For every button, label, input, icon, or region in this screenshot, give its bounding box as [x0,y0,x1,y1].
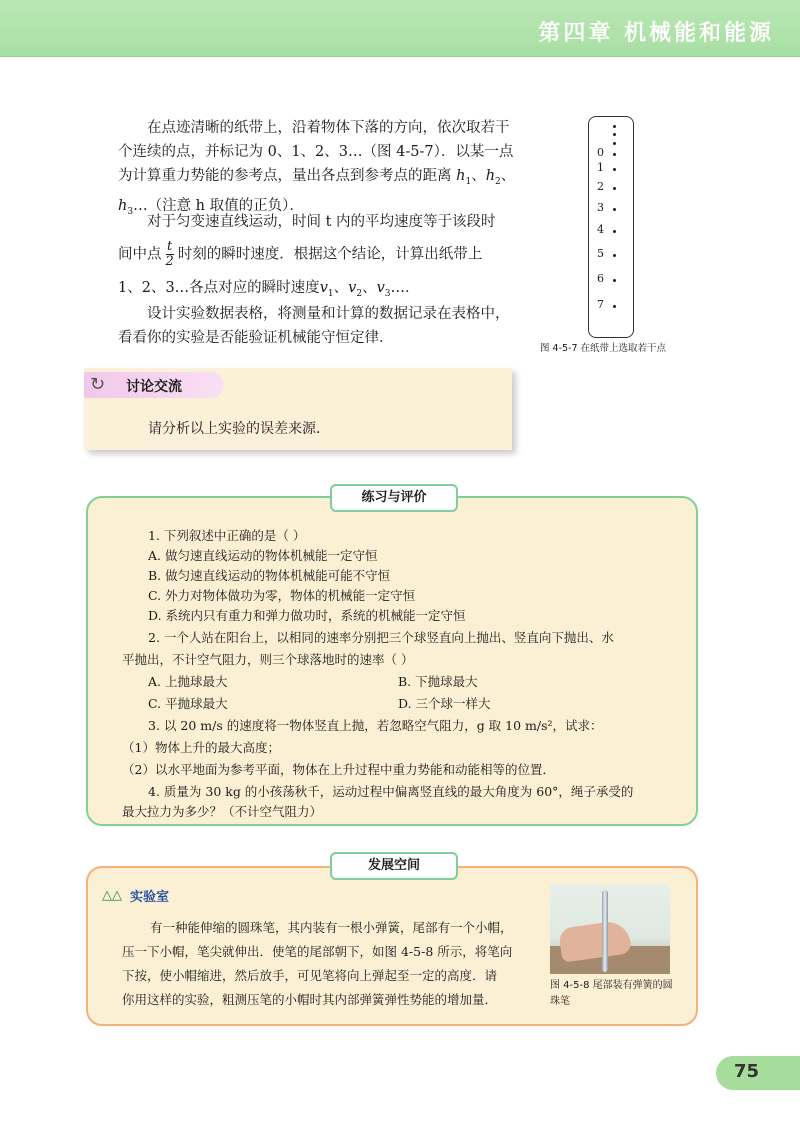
paragraph-text: …． [390,280,420,296]
answer-option: B. 下抛球最大 [398,674,478,689]
tape-label: 3 [597,201,604,214]
paragraph-instant-velocity: 1、2、3…各点对应的瞬时速度$v_1$、$v_2$、$v_3\dots$． [118,280,420,299]
answer-option: C. 平抛球最大 [148,696,228,711]
tape-dot [613,142,616,145]
subscript: 1 [327,288,334,299]
tape-dot [613,208,616,211]
paragraph-text: 设计实验数据表格，将测量和计算的数据记录在表格中，看看你的实验是否能验证机械能守恒定律． [118,306,510,346]
exercise-line: 2. 一个人站在阳台上，以相同的速率分别把三个球竖直向上抛出、竖直向下抛出、水 [148,630,614,645]
pen-photo [550,884,670,974]
paragraph-design-table [118,302,518,350]
fraction-numerator: t [167,239,173,254]
tape-label: 0 [597,146,604,159]
tape-label: 5 [597,247,604,260]
subscript: 3 [384,288,391,299]
answer-option: A. 上抛球最大 [148,674,228,689]
photo-caption: 图 4-5-8 尾部装有弹簧的圆珠笔 [550,980,673,1007]
exercise-line: （2）以水平地面为参考平面，物体在上升过程中重力势能和动能相等的位置． [122,762,555,777]
subscript: 3 [127,206,134,217]
ballpoint-pen [602,890,608,972]
paragraph-text: …（注意 h 取值的正负）． [133,197,304,214]
exercise-title: 练习与评价 [330,484,458,512]
paragraph-average-velocity [118,210,518,234]
page-number: 75 [734,1061,760,1082]
subscript: 2 [495,176,501,187]
paragraph-text: 时刻的瞬时速度．根据这个结论，计算出纸带上 [177,246,483,263]
exercise-line: 3. 以 20 m/s 的速度将一物体竖直上抛，若忽略空气阻力，g 取 10 m/s²，试求： [148,718,603,733]
v-symbol: v [376,280,385,296]
paragraph-text: 间中点 [118,246,162,263]
tape-dot [613,279,616,282]
tape-dot [613,230,616,233]
exercise-line: 4. 质量为 30 kg 的小孩荡秋千，运动过程中偏离竖直线的最大角度为 60°，绳子承受的 [148,784,634,799]
development-line: 压一下小帽，笔尖就伸出．使笔的尾部朝下，如图 4-5-8 所示，将笔向 [122,944,513,959]
discussion-title: 讨论交流 [126,379,182,395]
exercise-line: D. 系统内只有重力和弹力做功时，系统的机械能一定守恒 [148,608,466,623]
header-divider [0,56,800,57]
v-symbol: v [348,280,357,296]
answer-option: D. 三个球一样大 [398,696,491,711]
tape-label: 7 [597,298,604,311]
development-line: 你用这样的实验，粗测压笔的小帽时其内部弹簧弹性势能的增加量． [122,992,498,1007]
tape-dot [613,305,616,308]
h-symbol: h [485,168,496,184]
tape-dot [613,133,616,136]
development-line: 有一种能伸缩的圆珠笔，其内装有一根小弹簧，尾部有一个小帽， [150,920,513,935]
subscript: 1 [465,176,472,187]
paragraph-text: 1、2、3…各点对应的瞬时速度 [118,280,320,296]
development-line: 下按，使小帽缩进，然后放手，可见笔将向上弹起至一定的高度．请 [122,968,498,983]
paragraph-text: 在点迹清晰的纸带上，沿着物体下落的方向，依次取若干个连续的点，并标记为 0、1、2、3…（图 4-5-7）．以某一点为计算重力势能的参考点，量出各点到参考点的距离 [118,120,514,184]
paragraph-text: 对于匀变速直线运动，时间 t 内的平均速度等于该段时 [147,214,496,230]
exercise-line: （1）物体上升的最大高度； [122,740,280,755]
exercise-line: B. 做匀速直线运动的物体机械能可能不守恒 [148,568,391,583]
discussion-text: 请分析以上实验的误差来源． [148,421,330,437]
tape-label: 6 [597,272,604,285]
tape-dot [613,125,616,128]
chapter-title: 第四章 机械能和能源 [538,21,774,46]
exercise-line: 最大拉力为多少？（不计空气阻力） [122,804,323,819]
subscript: 2 [356,288,363,299]
paragraph-marking-points: 在点迹清晰的纸带上，沿着物体下落的方向，依次取若干个连续的点，并标记为 0、1、2、3…（图 4-5-7）．以某一点为计算重力势能的参考点，量出各点到参考点的距离 $h_1$、$h_2$、$h_3\dots$（注意 h 取值的正负）． [118,120,516,217]
h-symbol: h [456,168,466,184]
paper-tape-figure [588,116,634,338]
v-symbol: v [319,280,328,296]
paragraph-midpoint-time [118,240,518,269]
development-title: 发展空间 [330,852,458,880]
discussion-icon: ↻ [90,374,106,395]
exercise-line: 平抛出，不计空气阻力，则三个球落地时的速率（ ） [122,652,414,667]
tape-label: 1 [597,161,604,174]
tape-label: 4 [597,223,604,236]
fraction-denominator: 2 [165,254,174,269]
tape-dot [613,254,616,257]
exercise-line: A. 做匀速直线运动的物体机械能一定守恒 [148,548,378,563]
tape-dot [613,187,616,190]
exercise-line: C. 外力对物体做功为零，物体的机械能一定守恒 [148,588,416,603]
tape-label: 2 [597,180,604,193]
lab-title: 实验室 [130,890,170,905]
fraction-t-over-2 [166,240,174,269]
h-symbol: h [118,197,128,214]
exercise-line: 1. 下列叙述中正确的是（ ） [148,528,306,543]
flask-icon: △△ [102,888,122,903]
figure-caption: 图 4-5-7 在纸带上选取若干点 [540,343,667,354]
tape-dot [613,153,616,156]
tape-dot [613,168,616,171]
